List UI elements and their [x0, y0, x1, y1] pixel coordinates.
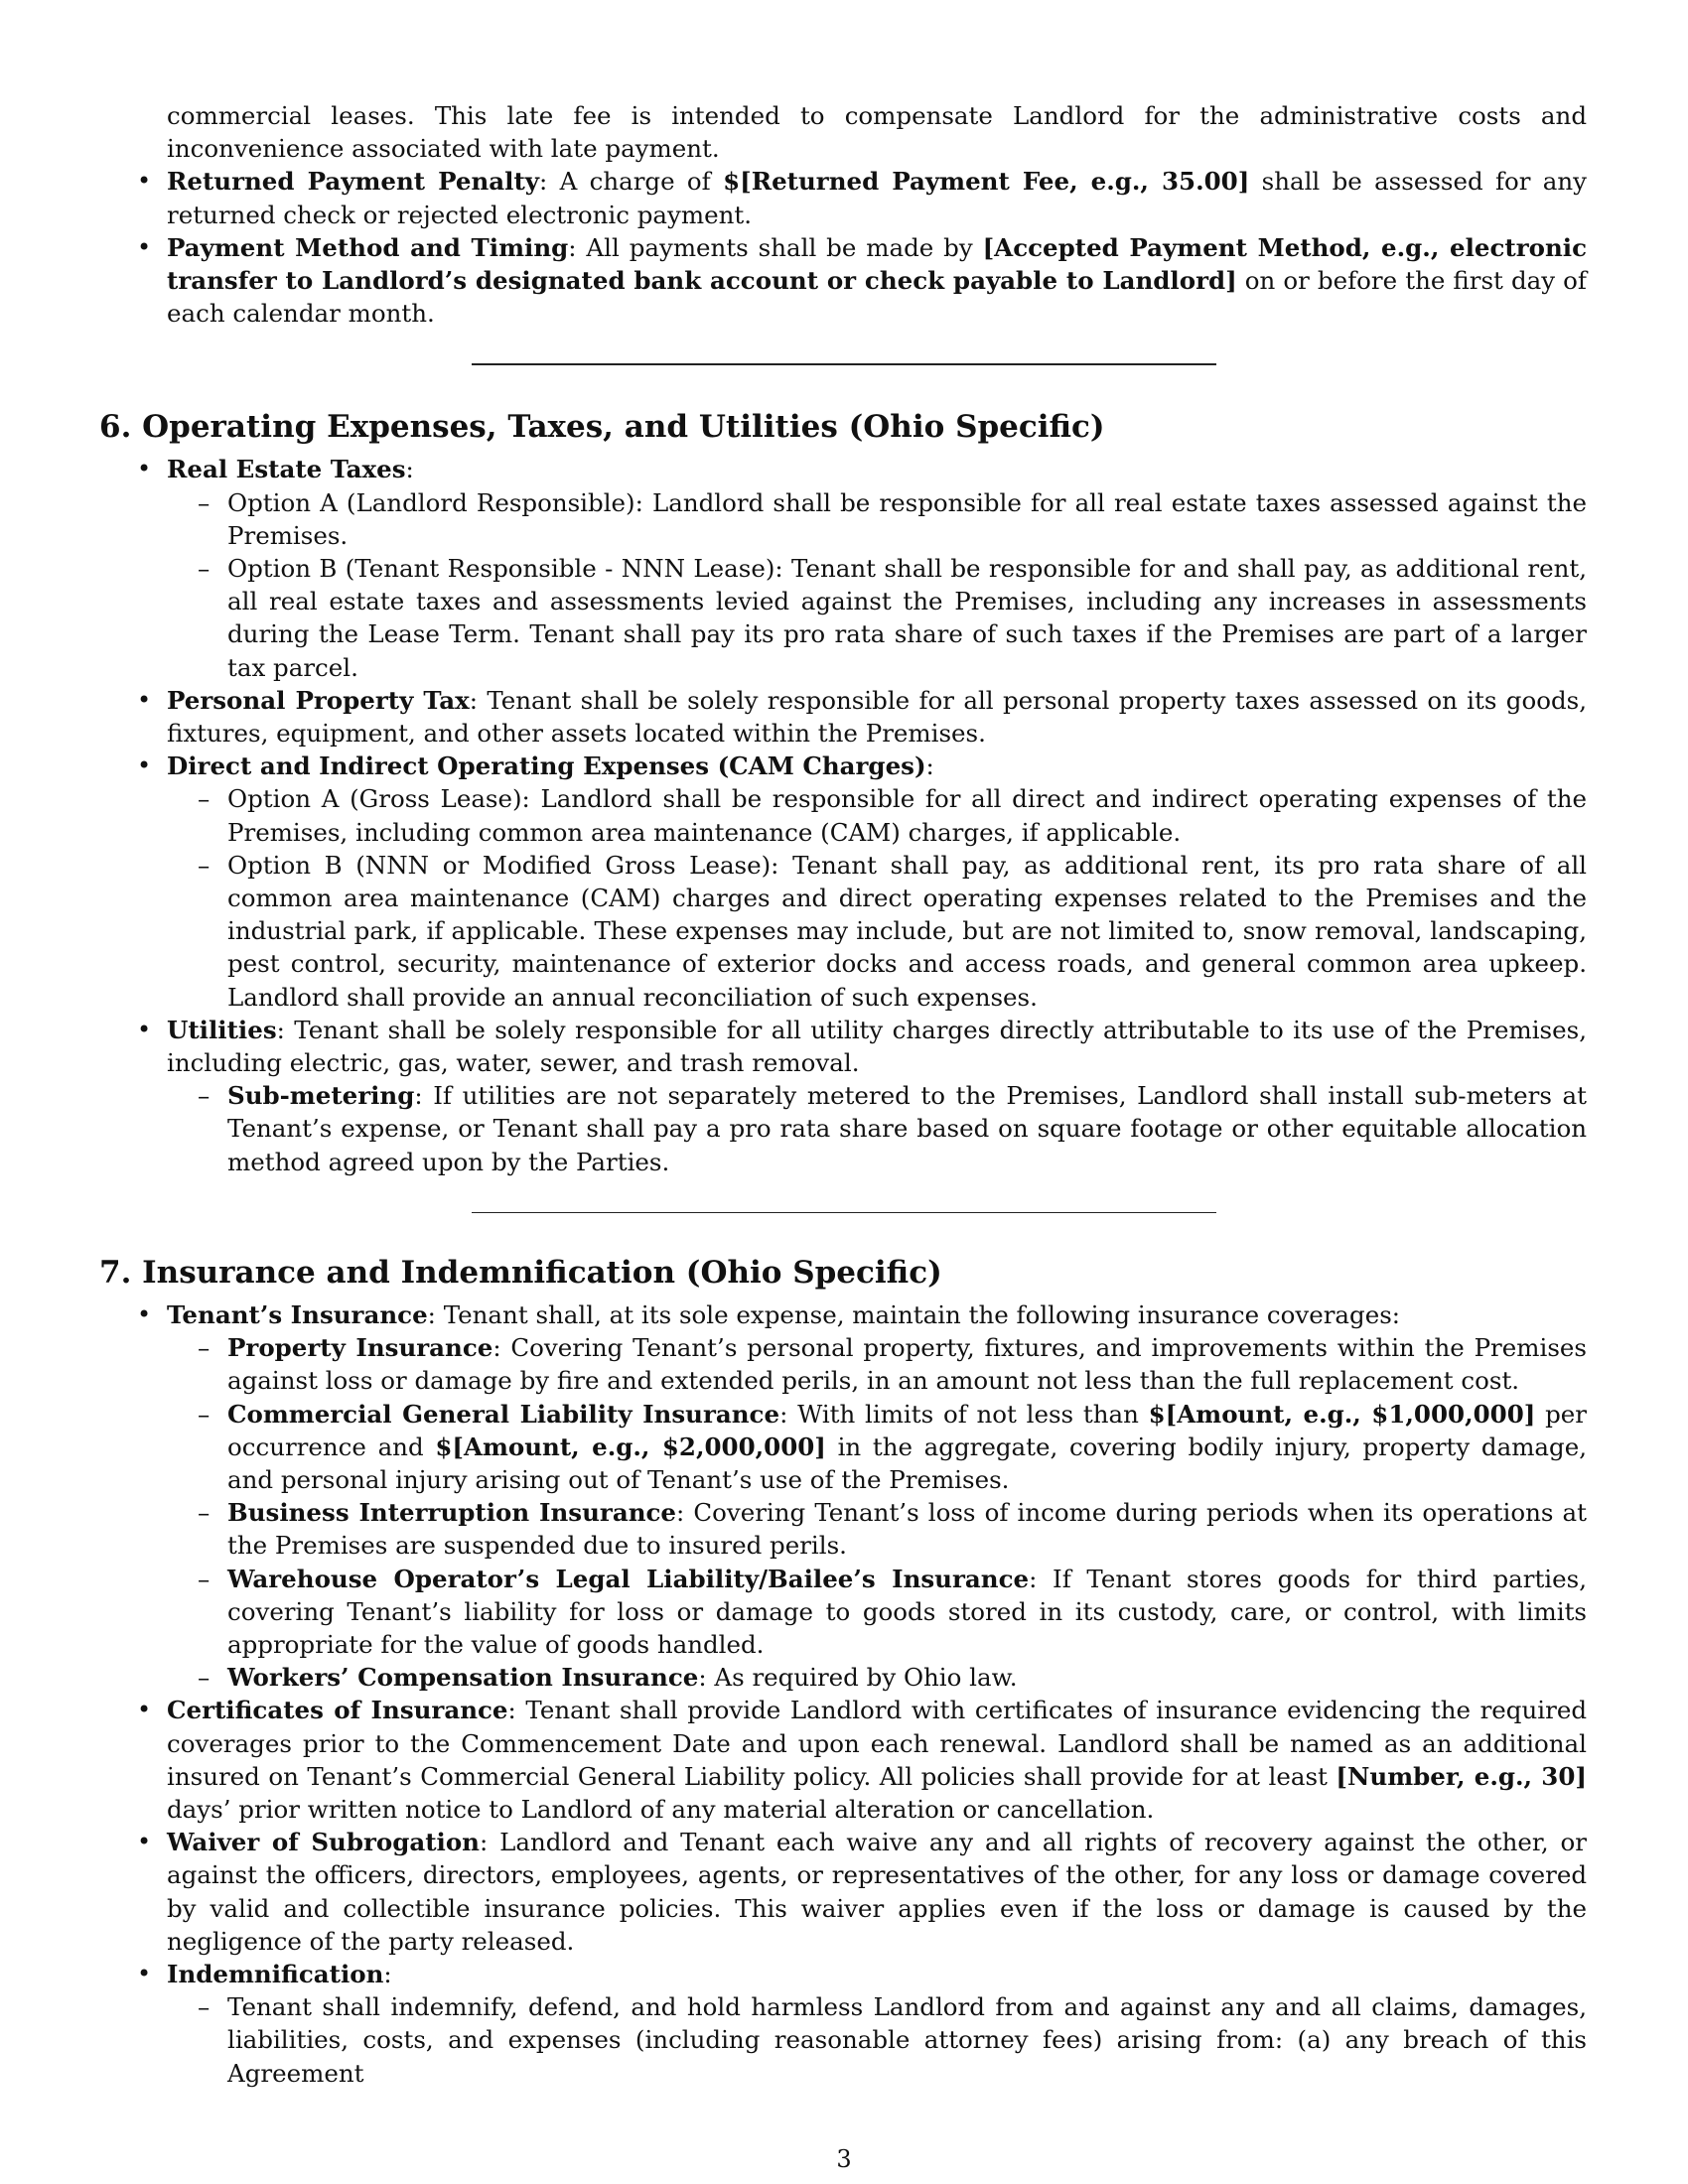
- section-divider: [472, 363, 1216, 365]
- section5-list: [167, 165, 1587, 330]
- list-item-personal-property-tax: • Personal Property Tax: Tenant shall be solely responsible for all personal property taxes assessed on its goods, fixtures, equipment, and other assets located within the Premises.: [167, 684, 1587, 750]
- section-divider: [472, 1212, 1216, 1213]
- option-item-property-insurance: – Property Insurance: Covering Tenant’s personal property, fixtures, and improvements within the Premises against loss or damage by fire and extended perils, in an amount not less than the full replacement cost.: [227, 1331, 1587, 1397]
- term-label: Payment Method and Timing: [167, 232, 569, 262]
- option-item: – Option A (Gross Lease): Landlord shall be responsible for all direct and indirect operating expenses of the Premises, including common area maintenance (CAM) charges, if applicable.: [227, 782, 1587, 848]
- list-item-payment-method: • Payment Method and Timing: All payments shall be made by [Accepted Payment Method, e.g., electronic transfer to Landlord’s designated bank account or check payable to Landlord] on or before the first day of each calendar month.: [167, 231, 1587, 331]
- section7-list: [167, 1298, 1587, 2090]
- cam-options: [167, 782, 1587, 1013]
- list-item-cam-charges: • Direct and Indirect Operating Expenses (CAM Charges): – Option A (Gross Lease): Landlord shall be responsible for all direct and indirect operating expenses of the Premises, including common area maintenance (CAM) charges, if applicable. – Option B (NNN or Modified Gross Lease): Tenant shall pay, as additional rent, its pro rata share of all common area maintenance (CAM) charges and direct operating expenses related to the Premises and the industrial park, if applicable. These expenses may include, but are not limited to, snow removal, landscaping, pest control, security, maintenance of exterior docks and access roads, and general common area upkeep. Landlord shall provide an annual reconciliation of such expenses.: [167, 750, 1587, 1014]
- list-item-utilities: • Utilities: Tenant shall be solely responsible for all utility charges directly attributable to its use of the Premises, including electric, gas, water, sewer, and trash removal. – Sub-metering: If utilities are not separately metered to the Premises, Landlord shall install sub-meters at Tenant’s expense, or Tenant shall pay a pro rata share based on square footage or other equitable allocation method agreed upon by the Parties.: [167, 1014, 1587, 1178]
- page-number: 3: [836, 2145, 852, 2173]
- option-item-cgl-insurance: – Commercial General Liability Insurance: With limits of not less than $[Amount, e.g., $1,000,000] per occurrence and $[Amount, e.g., $2,000,000] in the aggregate, covering bodily injury, property damage, and personal injury arising out of Tenant’s use of the Premises.: [227, 1398, 1587, 1497]
- option-item: – Option A (Landlord Responsible): Landlord shall be responsible for all real estate taxes assessed against the Premises.: [227, 486, 1587, 552]
- option-item: – Option B (Tenant Responsible - NNN Lease): Tenant shall be responsible for and shall pay, as additional rent, all real estate taxes and assessments levied against the Premises, including any increases in assessments during the Lease Term. Tenant shall pay its pro rata share of such taxes if the Premises are part of a larger tax parcel.: [227, 552, 1587, 684]
- section-heading-7: 7. Insurance and Indemnification (Ohio Specific): [99, 1254, 942, 1291]
- option-item-warehouse-liability: – Warehouse Operator’s Legal Liability/Bailee’s Insurance: If Tenant stores goods for third parties, covering Tenant’s liability for loss or damage to goods stored in its custody, care, or control, with limits appropriate for the value of goods handled.: [227, 1563, 1587, 1662]
- option-item: – Tenant shall indemnify, defend, and hold harmless Landlord from and against any and all claims, damages, liabilities, costs, and expenses (including reasonable attorney fees) arising from: (a) any breach of this Agreement: [227, 1990, 1587, 2090]
- indemnification-sub: [167, 1990, 1587, 2090]
- document-body: [99, 99, 1588, 2090]
- list-item-tenant-insurance: • Tenant’s Insurance: Tenant shall, at its sole expense, maintain the following insurance coverages: – Property Insurance: Covering Tenant’s personal property, fixtures, and improvements within the Premises against loss or damage by fire and extended perils, in an amount not less than the full replacement cost. – Commercial General Liability Insurance: With limits of not less than $[Amount, e.g., $1,000,000] per occurrence and $[Amount, e.g., $2,000,000] in the aggregate, covering bodily injury, property damage, and personal injury arising out of Tenant’s use of the Premises. – Business Interruption Insurance: Covering Tenant’s loss of income during periods when its operations at the Premises are suspended due to insured perils. – Warehouse Operator’s Legal Liability/Bailee’s Insurance: If Tenant stores goods for third parties, covering Tenant’s liability for loss or damage to goods stored in its custody, care, or control, with limits appropriate for the value of goods handled. – Workers’ Compensation Insurance: As required by Ohio law.: [167, 1298, 1587, 1694]
- list-item-waiver: • Waiver of Subrogation: Landlord and Tenant each waive any and all rights of recovery against the other, or against the officers, directors, employees, agents, or representatives of the other, for any loss or damage covered by valid and collectible insurance policies. This waiver applies even if the loss or damage is caused by the negligence of the party released.: [167, 1826, 1587, 1958]
- paragraph-continuation: commercial leases. This late fee is intended to compensate Landlord for the administrative costs and inconvenience associated with late payment.: [167, 101, 1587, 164]
- option-item: – Option B (NNN or Modified Gross Lease): Tenant shall pay, as additional rent, its pro rata share of all common area maintenance (CAM) charges and direct operating expenses related to the Premises and the industrial park, if applicable. These expenses may include, but are not limited to, snow removal, landscaping, pest control, security, maintenance of exterior docks and access roads, and general common area upkeep. Landlord shall provide an annual reconciliation of such expenses.: [227, 849, 1587, 1014]
- option-item-sub-metering: – Sub-metering: If utilities are not separately metered to the Premises, Landlord shall install sub-meters at Tenant’s expense, or Tenant shall pay a pro rata share based on square footage or other equitable allocation method agreed upon by the Parties.: [227, 1079, 1587, 1178]
- utilities-sub: [167, 1079, 1587, 1178]
- list-item-returned-payment: • Returned Payment Penalty: A charge of $[Returned Payment Fee, e.g., 35.00] shall be assessed for any returned check or rejected electronic payment.: [167, 165, 1587, 230]
- section6-list: [167, 453, 1587, 1177]
- list-item-certificates: • Certificates of Insurance: Tenant shall provide Landlord with certificates of insurance evidencing the required coverages prior to the Commencement Date and upon each renewal. Landlord shall be named as an additional insured on Tenant’s Commercial General Liability policy. All policies shall provide for at least [Number, e.g., 30] days’ prior written notice to Landlord of any material alteration or cancellation.: [167, 1694, 1587, 1826]
- option-item-business-interruption: – Business Interruption Insurance: Covering Tenant’s loss of income during periods when its operations at the Premises are suspended due to insured perils.: [227, 1496, 1587, 1562]
- real-estate-options: [167, 486, 1587, 684]
- insurance-coverages: [167, 1331, 1587, 1694]
- term-label: Returned Payment Penalty: [167, 167, 540, 197]
- list-item-real-estate-taxes: • Real Estate Taxes: – Option A (Landlord Responsible): Landlord shall be responsible for all real estate taxes assessed against the Premises. – Option B (Tenant Responsible - NNN Lease): Tenant shall be responsible for and shall pay, as additional rent, all real estate taxes and assessments levied against the Premises, including any increases in assessments during the Lease Term. Tenant shall pay its pro rata share of such taxes if the Premises are part of a larger tax parcel.: [167, 453, 1587, 683]
- section-heading-6: 6. Operating Expenses, Taxes, and Utilities (Ohio Specific): [99, 409, 1105, 446]
- list-item-indemnification: • Indemnification: – Tenant shall indemnify, defend, and hold harmless Landlord from and against any and all claims, damages, liabilities, costs, and expenses (including reasonable attorney fees) arising from: (a) any breach of this Agreement: [167, 1958, 1587, 2090]
- option-item-workers-comp: – Workers’ Compensation Insurance: As required by Ohio law.: [227, 1661, 1587, 1694]
